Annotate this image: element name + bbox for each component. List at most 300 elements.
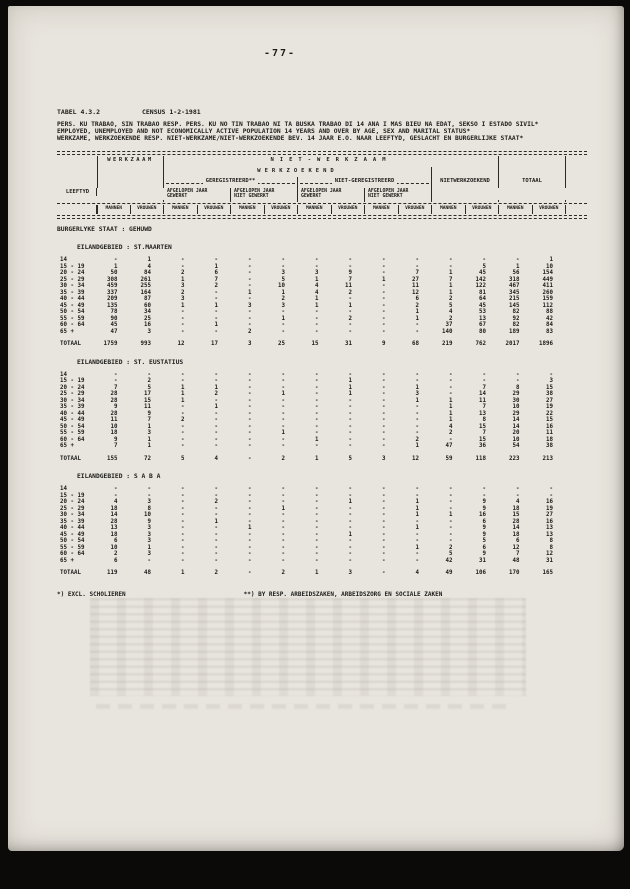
value-cell: - bbox=[214, 492, 218, 499]
value-cell: - bbox=[549, 371, 553, 378]
value-cell: - bbox=[181, 378, 185, 384]
value-cell: - bbox=[214, 257, 218, 263]
value-cell: - bbox=[415, 378, 419, 384]
value-cell: 31 bbox=[345, 341, 352, 347]
value-cell: 68 bbox=[412, 341, 419, 347]
value-cell: - bbox=[114, 371, 118, 378]
value-cell: - bbox=[549, 492, 553, 499]
age-label: 20 - 24 bbox=[60, 270, 85, 276]
value-cell: 47 bbox=[445, 443, 453, 449]
value-cell: - bbox=[382, 512, 386, 518]
value-cell: 11 bbox=[412, 283, 419, 289]
value-cell: 1 bbox=[415, 499, 419, 505]
value-cell: - bbox=[415, 417, 419, 423]
value-cell: - bbox=[348, 538, 352, 544]
value-cell: 1 bbox=[147, 436, 151, 443]
value-cell: - bbox=[348, 257, 352, 263]
value-cell: 2 bbox=[181, 270, 185, 276]
col-vrouwen: VROUWEN bbox=[533, 205, 567, 214]
value-cell: - bbox=[248, 512, 252, 518]
subcol-afgelopen-niet-gewerkt-2: AFGELOPEN JAAR NIET GEWERKT bbox=[365, 188, 432, 202]
value-cell: 60 bbox=[144, 302, 151, 309]
value-cell: - bbox=[348, 492, 352, 499]
value-cell: 6 bbox=[214, 270, 218, 276]
value-cell: 12 bbox=[412, 455, 419, 462]
value-cell: 1 bbox=[415, 544, 419, 551]
value-cell: 1 bbox=[281, 430, 285, 436]
col-vrouwen: VROUWEN bbox=[466, 205, 500, 214]
value-cell: - bbox=[348, 551, 352, 557]
value-cell: 3 bbox=[147, 430, 151, 436]
value-cell: 467 bbox=[509, 283, 520, 289]
value-cell: - bbox=[114, 492, 118, 499]
subcol-afgelopen-niet-gewerkt-1: AFGELOPEN JAAR NIET GEWERKT bbox=[231, 188, 298, 202]
value-cell: - bbox=[315, 430, 319, 436]
value-cell: - bbox=[415, 557, 419, 564]
value-cell: 11 bbox=[110, 417, 118, 423]
value-cell: - bbox=[516, 378, 520, 384]
value-cell: 337 bbox=[107, 289, 118, 296]
value-cell: 6 bbox=[482, 518, 486, 525]
value-cell: - bbox=[114, 378, 118, 384]
value-cell: 1 bbox=[348, 391, 352, 397]
value-cell: - bbox=[248, 410, 252, 417]
value-cell: - bbox=[415, 257, 419, 263]
value-cell: 1 bbox=[315, 436, 319, 443]
value-cell: 215 bbox=[509, 296, 520, 302]
value-cell: 9 bbox=[482, 525, 486, 531]
value-cell: 4 bbox=[315, 289, 319, 296]
value-cell: 1 bbox=[415, 525, 419, 531]
value-cell: 1 bbox=[415, 512, 419, 518]
header-row-registration bbox=[57, 177, 587, 188]
value-cell: - bbox=[449, 538, 453, 544]
value-cell: 1 bbox=[549, 257, 553, 263]
value-cell: - bbox=[315, 557, 319, 564]
subcol-afgelopen-gewerkt-1: AFGELOPEN JAAR GEWERKT bbox=[164, 188, 231, 202]
col-mannen: MANNEN bbox=[365, 205, 399, 214]
value-cell: 6 bbox=[482, 544, 486, 551]
value-cell: - bbox=[248, 492, 252, 499]
value-cell: - bbox=[382, 499, 386, 505]
value-cell: 13 bbox=[546, 525, 553, 531]
table-header bbox=[57, 151, 587, 219]
value-cell: - bbox=[281, 557, 285, 564]
value-cell: - bbox=[382, 263, 386, 270]
header-row-werkzoekend bbox=[57, 167, 587, 177]
value-cell: - bbox=[449, 531, 453, 538]
value-cell: - bbox=[382, 531, 386, 538]
value-cell: 1 bbox=[214, 384, 218, 391]
value-cell: - bbox=[415, 263, 419, 270]
value-cell: 9 bbox=[382, 341, 386, 347]
value-cell: - bbox=[382, 557, 386, 564]
value-cell: - bbox=[382, 486, 386, 492]
value-cell: - bbox=[382, 397, 386, 404]
value-cell: 5 bbox=[147, 384, 151, 391]
value-cell: 3 bbox=[549, 378, 553, 384]
col-group-totaal: TOTAAL bbox=[499, 177, 566, 188]
value-cell: - bbox=[181, 518, 185, 525]
table-row bbox=[57, 443, 587, 450]
value-cell: - bbox=[348, 443, 352, 449]
value-cell: 10 bbox=[110, 423, 118, 430]
value-cell: - bbox=[281, 410, 285, 417]
value-cell: 14 bbox=[479, 391, 486, 397]
value-cell: 9 bbox=[482, 551, 486, 557]
value-cell: 92 bbox=[512, 315, 520, 322]
value-cell: - bbox=[181, 544, 185, 551]
value-cell: - bbox=[315, 397, 319, 404]
value-cell: - bbox=[449, 486, 453, 492]
value-cell: 762 bbox=[475, 341, 486, 347]
col-group-totaal-spacer bbox=[499, 156, 566, 167]
value-cell: 30 bbox=[512, 397, 520, 404]
value-cell: - bbox=[147, 371, 151, 378]
value-cell: - bbox=[214, 371, 218, 378]
value-cell: 1 bbox=[147, 423, 151, 430]
value-cell: - bbox=[281, 263, 285, 270]
value-cell: - bbox=[382, 436, 386, 443]
value-cell: 7 bbox=[449, 276, 453, 283]
value-cell: - bbox=[114, 257, 118, 263]
value-cell: - bbox=[181, 257, 185, 263]
value-cell: - bbox=[315, 322, 319, 328]
value-cell: 11 bbox=[479, 397, 486, 404]
value-cell: - bbox=[181, 322, 185, 328]
age-label: 55 - 59 bbox=[60, 544, 85, 551]
value-cell: 9 bbox=[482, 499, 486, 505]
value-cell: 31 bbox=[546, 557, 553, 564]
value-cell: 119 bbox=[107, 570, 118, 576]
value-cell: - bbox=[248, 436, 252, 443]
value-cell: - bbox=[382, 410, 386, 417]
value-cell: 1 bbox=[214, 322, 218, 328]
value-cell: 4 bbox=[516, 499, 520, 505]
col-leeftyd: LEEFTYD bbox=[57, 188, 97, 196]
value-cell: 3 bbox=[248, 302, 252, 309]
value-cell: - bbox=[315, 531, 319, 538]
value-cell: 2 bbox=[348, 289, 352, 296]
census-label: CENSUS 1-2-1981 bbox=[141, 108, 201, 116]
value-cell: - bbox=[214, 544, 218, 551]
value-cell: - bbox=[315, 499, 319, 505]
table-row bbox=[57, 456, 587, 463]
value-cell: 1 bbox=[214, 404, 218, 410]
value-cell: - bbox=[214, 443, 218, 449]
value-cell: 449 bbox=[542, 276, 553, 283]
table-title: EILANDGEBIED : ST. EUSTATIUS bbox=[77, 358, 184, 366]
col-mannen: MANNEN bbox=[298, 205, 332, 214]
value-cell: - bbox=[214, 430, 218, 436]
value-cell: 13 bbox=[479, 315, 486, 322]
value-cell: 4 bbox=[415, 570, 419, 576]
value-cell: 2017 bbox=[505, 341, 520, 347]
value-cell: - bbox=[382, 505, 386, 512]
value-cell: - bbox=[315, 378, 319, 384]
value-cell: - bbox=[214, 538, 218, 544]
value-cell: 9 bbox=[348, 270, 352, 276]
value-cell: - bbox=[382, 283, 386, 289]
value-cell: - bbox=[315, 512, 319, 518]
value-cell: 1 bbox=[281, 391, 285, 397]
value-cell: 18 bbox=[512, 505, 520, 512]
value-cell: 16 bbox=[546, 423, 553, 430]
value-cell: - bbox=[315, 492, 319, 499]
value-cell: - bbox=[181, 430, 185, 436]
value-cell: 7 bbox=[348, 276, 352, 283]
age-label: 45 - 49 bbox=[60, 417, 85, 423]
value-cell: 1 bbox=[181, 384, 185, 391]
value-cell: 10 bbox=[512, 404, 520, 410]
value-cell: 7 bbox=[214, 276, 218, 283]
value-cell: 1 bbox=[415, 397, 419, 404]
col-mannen: MANNEN bbox=[432, 205, 466, 214]
value-cell: - bbox=[114, 486, 118, 492]
value-cell: 31 bbox=[479, 557, 486, 564]
footnote-right: **) BY RESP. ARBEIDSZAKEN, ARBEIDSZORG EN SOCIALE ZAKEN bbox=[243, 590, 443, 598]
value-cell: - bbox=[214, 397, 218, 404]
table-row bbox=[57, 558, 587, 565]
value-cell: - bbox=[281, 551, 285, 557]
value-cell: - bbox=[281, 492, 285, 499]
header-row-sex bbox=[57, 205, 587, 214]
value-cell: - bbox=[315, 257, 319, 263]
age-label: 40 - 44 bbox=[60, 296, 85, 302]
value-cell: - bbox=[449, 518, 453, 525]
value-cell: - bbox=[382, 404, 386, 410]
value-cell: 2 bbox=[214, 570, 218, 576]
value-cell: - bbox=[315, 371, 319, 378]
value-cell: - bbox=[348, 436, 352, 443]
value-cell: 15 bbox=[311, 341, 319, 347]
value-cell: - bbox=[181, 436, 185, 443]
value-cell: 84 bbox=[546, 322, 553, 328]
value-cell: - bbox=[281, 371, 285, 378]
value-cell: 5 bbox=[181, 455, 185, 462]
value-cell: - bbox=[516, 257, 520, 263]
value-cell: 6 bbox=[114, 538, 118, 544]
page-content bbox=[57, 108, 587, 598]
value-cell: 2 bbox=[214, 391, 218, 397]
value-cell: 29 bbox=[512, 391, 520, 397]
value-cell: 42 bbox=[445, 557, 453, 564]
value-cell: 1 bbox=[214, 263, 218, 270]
value-cell: 1 bbox=[415, 315, 419, 322]
value-cell: 14 bbox=[512, 417, 520, 423]
value-cell: - bbox=[449, 378, 453, 384]
col-mannen: MANNEN bbox=[164, 205, 198, 214]
value-cell: - bbox=[348, 309, 352, 315]
value-cell: - bbox=[382, 544, 386, 551]
value-cell: - bbox=[415, 531, 419, 538]
value-cell: - bbox=[214, 525, 218, 531]
age-label: 14 bbox=[60, 371, 67, 378]
value-cell: - bbox=[281, 512, 285, 518]
value-cell: 12 bbox=[546, 551, 553, 557]
subtitle-line-papiamento: PERS. KU TRABAO, SIN TRABAO RESP. PERS. KU NO TIN TRABAO NI TA BUSKA TRABAO DI 14 ANA I MAS BIEU NA EDAT, SEKSO I ESTADO SIVIL* bbox=[57, 121, 539, 128]
value-cell: 4 bbox=[449, 309, 453, 315]
value-cell: 3 bbox=[147, 328, 151, 335]
value-cell: - bbox=[181, 328, 185, 335]
value-cell: 2 bbox=[449, 544, 453, 551]
value-cell: - bbox=[214, 328, 218, 335]
value-cell: 28 bbox=[512, 518, 520, 525]
value-cell: 50 bbox=[110, 270, 118, 276]
value-cell: - bbox=[248, 315, 252, 322]
value-cell: - bbox=[315, 505, 319, 512]
value-cell: 1 bbox=[348, 384, 352, 391]
value-cell: - bbox=[181, 505, 185, 512]
value-cell: - bbox=[248, 296, 252, 302]
value-cell: 15 bbox=[479, 436, 486, 443]
age-label: 14 bbox=[60, 486, 67, 492]
value-cell: 159 bbox=[542, 296, 553, 302]
table-title: EILANDGEBIED : ST.MAARTEN bbox=[77, 244, 172, 251]
value-cell: 154 bbox=[542, 270, 553, 276]
value-cell: - bbox=[315, 315, 319, 322]
value-cell: - bbox=[348, 322, 352, 328]
value-cell: 261 bbox=[140, 276, 151, 283]
age-label: 55 - 59 bbox=[60, 315, 85, 322]
age-label: 40 - 44 bbox=[60, 525, 85, 531]
value-cell: 48 bbox=[144, 570, 151, 576]
value-cell: - bbox=[248, 309, 252, 315]
value-cell: 1 bbox=[449, 404, 453, 410]
value-cell: - bbox=[315, 423, 319, 430]
value-cell: - bbox=[181, 499, 185, 505]
value-cell: 9 bbox=[482, 505, 486, 512]
value-cell: - bbox=[415, 371, 419, 378]
value-cell: - bbox=[449, 263, 453, 270]
value-cell: - bbox=[382, 551, 386, 557]
value-cell: 213 bbox=[542, 455, 553, 462]
value-cell: - bbox=[348, 430, 352, 436]
value-cell: - bbox=[248, 384, 252, 391]
value-cell: - bbox=[214, 557, 218, 564]
table-caption-row bbox=[57, 108, 587, 117]
value-cell: 49 bbox=[445, 570, 453, 576]
value-cell: - bbox=[315, 538, 319, 544]
header-row-groups bbox=[57, 156, 587, 167]
value-cell: - bbox=[382, 417, 386, 423]
value-cell: - bbox=[214, 505, 218, 512]
value-cell: - bbox=[281, 309, 285, 315]
value-cell: 25 bbox=[144, 315, 151, 322]
col-vrouwen: VROUWEN bbox=[399, 205, 433, 214]
value-cell: 6 bbox=[415, 296, 419, 302]
value-cell: 1 bbox=[181, 397, 185, 404]
value-cell: 29 bbox=[512, 410, 520, 417]
value-cell: 11 bbox=[345, 283, 352, 289]
value-cell: - bbox=[415, 423, 419, 430]
value-cell: - bbox=[348, 371, 352, 378]
value-cell: 6 bbox=[114, 557, 118, 564]
value-cell: 1 bbox=[382, 276, 386, 283]
value-cell: - bbox=[382, 430, 386, 436]
value-cell: - bbox=[348, 486, 352, 492]
value-cell: 1 bbox=[348, 499, 352, 505]
age-label: 30 - 34 bbox=[60, 397, 85, 404]
value-cell: 27 bbox=[546, 397, 553, 404]
table-title: EILANDGEBIED : S A B A bbox=[77, 473, 161, 480]
value-cell: 11 bbox=[144, 404, 151, 410]
value-cell: - bbox=[248, 505, 252, 512]
value-cell: - bbox=[382, 302, 386, 309]
age-label: 15 - 19 bbox=[60, 492, 85, 499]
value-cell: 219 bbox=[442, 341, 453, 347]
value-cell: - bbox=[482, 492, 486, 499]
value-cell: - bbox=[549, 486, 553, 492]
age-label: 25 - 29 bbox=[60, 505, 85, 512]
value-cell: 8 bbox=[549, 544, 553, 551]
value-cell: 38 bbox=[546, 443, 553, 449]
value-cell: 7 bbox=[147, 417, 151, 423]
value-cell: 12 bbox=[177, 341, 185, 347]
value-cell: - bbox=[214, 315, 218, 322]
value-cell: - bbox=[248, 430, 252, 436]
value-cell: 1 bbox=[315, 455, 319, 462]
value-cell: 1 bbox=[214, 302, 218, 309]
value-cell: 1 bbox=[516, 263, 520, 270]
value-cell: - bbox=[382, 315, 386, 322]
value-cell: 27 bbox=[546, 512, 553, 518]
value-cell: 1 bbox=[248, 289, 252, 296]
value-cell: - bbox=[147, 557, 151, 564]
value-cell: - bbox=[516, 486, 520, 492]
value-cell: 993 bbox=[140, 341, 151, 347]
age-label: 25 - 29 bbox=[60, 391, 85, 397]
value-cell: 13 bbox=[546, 531, 553, 538]
value-cell: - bbox=[181, 486, 185, 492]
value-cell: 18 bbox=[110, 430, 118, 436]
subtitle-line-english: EMPLOYED, UNEMPLOYED AND NOT ECONOMICALLY ACTIVE POPULATION 14 YEARS AND OVER BY AGE, SEX AND MARITAL STATUS* bbox=[57, 128, 471, 135]
col-group-nietwerkzoekend: NIETWERKZOEKEND bbox=[432, 177, 499, 188]
value-cell: - bbox=[248, 270, 252, 276]
value-cell: 1 bbox=[415, 443, 419, 449]
value-cell: - bbox=[214, 296, 218, 302]
value-cell: 3 bbox=[315, 270, 319, 276]
col-vrouwen: VROUWEN bbox=[332, 205, 366, 214]
value-cell: - bbox=[382, 443, 386, 449]
value-cell: 112 bbox=[542, 302, 553, 309]
value-cell: - bbox=[281, 436, 285, 443]
value-cell: 3 bbox=[281, 270, 285, 276]
value-cell: - bbox=[181, 443, 185, 449]
value-cell: - bbox=[482, 371, 486, 378]
value-cell: 19 bbox=[546, 404, 553, 410]
value-cell: - bbox=[248, 257, 252, 263]
value-cell: 14 bbox=[512, 423, 520, 430]
value-cell: - bbox=[382, 423, 386, 430]
value-cell: 67 bbox=[479, 322, 486, 328]
value-cell: - bbox=[315, 544, 319, 551]
value-cell: - bbox=[214, 378, 218, 384]
value-cell: 22 bbox=[546, 410, 553, 417]
value-cell: - bbox=[281, 499, 285, 505]
value-cell: 2 bbox=[449, 315, 453, 322]
value-cell: 7 bbox=[114, 384, 118, 391]
value-cell: 56 bbox=[512, 270, 520, 276]
value-cell: 223 bbox=[509, 455, 520, 462]
value-cell: 19 bbox=[546, 505, 553, 512]
value-cell: 45 bbox=[110, 322, 118, 328]
value-cell: 2 bbox=[281, 296, 285, 302]
value-cell: 189 bbox=[509, 328, 520, 335]
value-cell: - bbox=[449, 371, 453, 378]
age-label: 60 - 64 bbox=[60, 551, 85, 557]
age-label: 40 - 44 bbox=[60, 410, 85, 417]
